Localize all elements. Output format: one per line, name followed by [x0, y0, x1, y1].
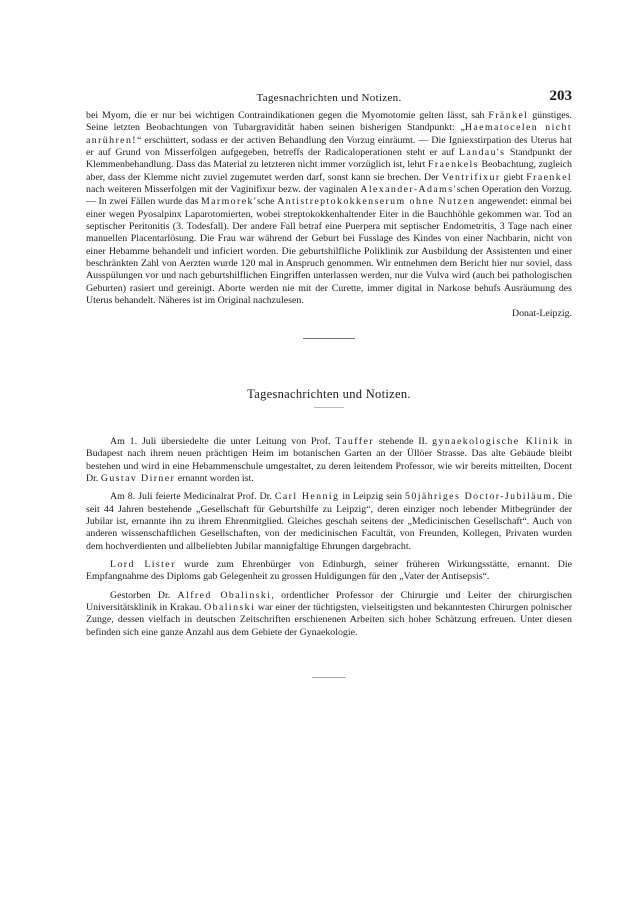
text-run: schen Operation den Vorzug. — In zwei Fällen wurde das — [86, 184, 572, 208]
news-section — [86, 436, 572, 639]
spaced-name: Alfred Obalinski — [177, 589, 272, 601]
news-item-obalinski-obituary — [86, 590, 572, 639]
text-run: Beobachtung, zugleich aber, dass der Klemme nicht zuviel zugemutet werden darf, sonst kann sie brechen. Der — [86, 159, 572, 183]
running-head-title: Tagesnachrichten und Notizen. — [256, 92, 402, 104]
text-run: war einer der tüchtigsten, vielseitigsten und bekanntesten Chirurgen polnischer Zunge, dessen vielfach in deutschen Zeitschriften erschienenen Arbeiten sich hoher Schätzung erfreuen. Unter diesen befinden sich eine ganze Anzahl aus dem Gebiete der Gynaekologie. — [86, 601, 572, 638]
heading-underline — [314, 407, 344, 408]
text-run: Am 8. Juli feierte Medicinalrat Prof. Dr. — [110, 491, 275, 503]
text-run: sche — [257, 196, 278, 208]
text-run: giebt — [500, 171, 527, 183]
spaced-name: gynaekologische Klinik — [432, 435, 560, 447]
spaced-name: Gustav Dirner — [100, 472, 176, 484]
page-number: 203 — [549, 88, 572, 104]
review-paragraph — [86, 110, 572, 308]
spaced-name: Landau's — [458, 147, 506, 159]
spaced-name: Tauffer — [335, 435, 374, 447]
news-item-hennig-jubilee — [86, 491, 572, 553]
spaced-name: Obalinski — [204, 601, 256, 613]
spaced-name: Fraenkels — [427, 159, 479, 171]
spaced-name: 50jähriges Doctor-Jubiläum — [405, 491, 553, 503]
text-run: angewendet: einmal bei einer wegen Pyosalpinx Laparotomierten, wobei streptokokkenhaltender Eiter in die Bauchhöhle gekommen war. Tod an septischer Peritonitis (3. Todesfall). Der andere Fall betraf eine Puerpera mit septischer Endometritis, 3 Tage nach einer manuellen Placentarlösung. Die Frau war während der Geburt bei Fusslage des Kindes von einer Nachbarin, nicht von einer Hebamme behandelt und inficiert worden. Die geburtshilfliche Poliklinik zur Ausbildung der Assistenten und einer beschränkten Zahl von Aerzten wurde 120 mal in Anspruch genommen. Wir entnehmen dem Bericht hier nur soviel, dass Ausspülungen vor und nach geburtshilflichen Eingriffen unterlassen werden, nur die Vulva wird (auch bei pathologischen Geburten) rasiert und gereinigt. Aborte werden nie mit der Curette, immer digital in Narkose behufs Ausräumung des Uterus behandelt. Näheres ist im Original nachzulesen. — [86, 196, 572, 307]
text-run: in Budapest nach ihrem neuen prächtigen Heim im botanischen Garten an der Üllöer Strasse. Das alte Gebäude bleibt bestehen und wird in eine Hebammenschule umgestaltet, zu deren leitendem Professor, wie wir bereits mitteilten, Docent Dr. — [86, 435, 573, 484]
spaced-name: Fränkel — [488, 110, 529, 121]
text-run: Gestorben Dr. — [110, 589, 178, 601]
text-run: günstiges. Seine letzten Beobachtungen von Tubargravidität haben seinen bisherigen Standpunkt: „ — [86, 110, 572, 134]
spaced-name: Ventrifixur — [441, 171, 501, 183]
spaced-name: Alexander-Adams' — [360, 184, 457, 196]
spaced-name: Carl Hennig — [274, 491, 340, 503]
text-run: Am 1. Juli übersiedelte die unter Leitung von Prof. — [110, 435, 336, 447]
text-run: in Leipzig sein — [339, 491, 406, 503]
news-item-lister-honour — [86, 559, 572, 584]
text-run: bei Myom, die er nur bei wichtigen Contraindikationen gegen die Myomotomie gelten lässt, sah — [86, 110, 489, 121]
spaced-name: Antistreptokokkenserum ohne Nutzen — [277, 196, 476, 208]
text-run: ernannt worden ist. — [175, 472, 254, 484]
spaced-name: Fraenkel — [526, 171, 572, 183]
spaced-name: Haematocelen nicht anrühren! — [86, 122, 573, 146]
news-heading: Tagesnachrichten und Notizen. — [247, 386, 411, 401]
news-item-budapest-clinic — [86, 436, 572, 485]
text-run: , ordentlicher Professor der Chirurgie und Leiter der chirurgischen Universitätsklinik in Krakau. — [86, 589, 572, 613]
running-head — [86, 88, 572, 110]
text-run: stehende II. — [373, 435, 433, 447]
text-run: nach weiteren Misserfolgen mit der Vaginifixur bezw. der vaginalen — [86, 184, 361, 196]
spaced-name: Lord Lister — [110, 558, 176, 570]
text-run: “ erschüttert, sodass er der activen Behandlung den Vorzug einräumt. — Die Igniexstirpation des Uterus hat er auf Grund von Misserfolgen aufgegeben, betreffs der Radicaloperationen steht er auf — [86, 134, 572, 159]
end-divider — [312, 677, 346, 678]
spaced-name: Marmorek' — [200, 196, 257, 208]
review-signature: Donat-Leipzig. — [511, 307, 572, 319]
journal-page — [86, 88, 572, 678]
text-run: Standpunkt der Klemmenbehandlung. Dass das Material zu letzteren nicht immer vorzüglich ist, lehrt — [86, 147, 572, 171]
text-run: . Die seit 44 Jahren bestehende „Gesellschaft für Geburtshilfe zu Leipzig“, deren einziger noch lebender Mitbegründer der Jubilar ist, ernannte ihn zu ihrem Ehrenmitglied. Gleiches geschah seitens der „Medicinischen Gesellschaft“. Auch von anderen wissenschaftlichen Gesellschaften, von der medicinischen Facultät, von Freunden, Kollegen, Privaten wurden dem hochverdienten und allbeliebten Jubilar mannigfaltige Ehrungen dargebracht. — [86, 491, 573, 552]
text-run: wurde zum Ehrenbürger von Edinburgh, seiner früheren Wirkungsstätte, ernannt. Die Empfangnahme des Diploms gab Gelegenheit zu grossen Huldigungen für den „Vater der Antisepsis“. — [86, 558, 572, 583]
section-divider — [303, 338, 355, 339]
